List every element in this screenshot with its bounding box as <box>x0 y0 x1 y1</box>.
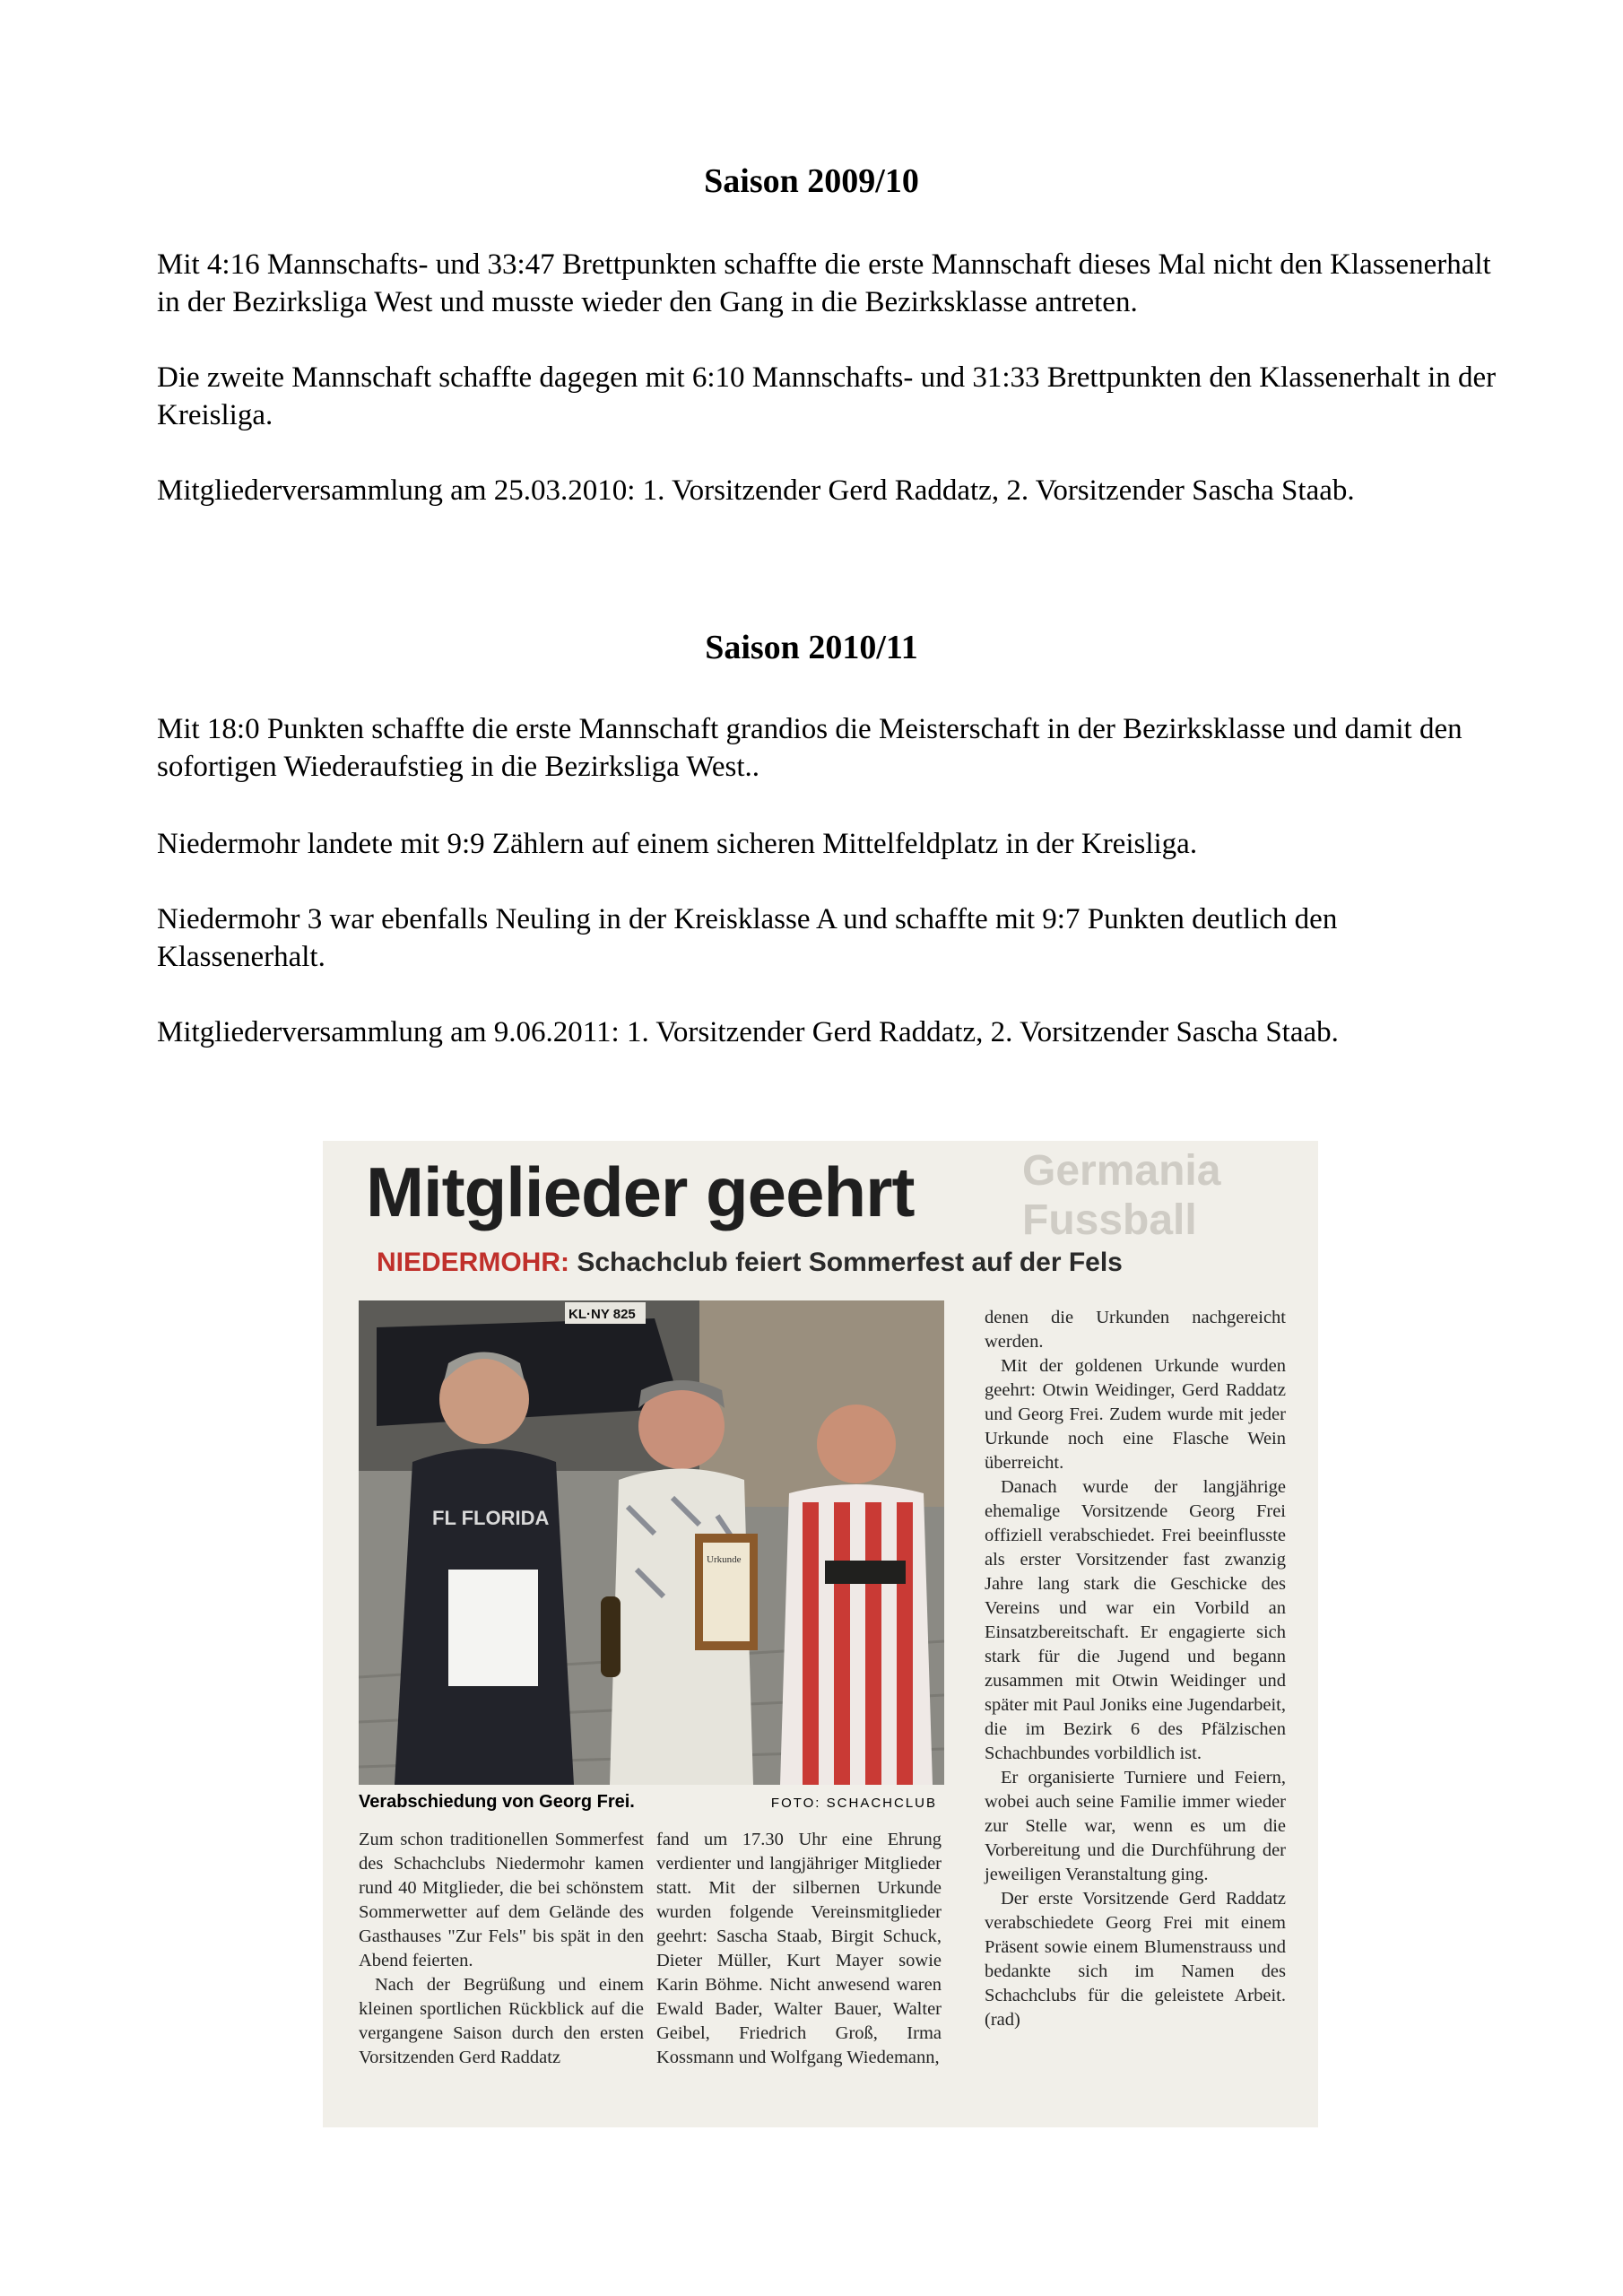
photo-credit: FOTO: SCHACHCLUB <box>770 1796 937 1811</box>
certificate-text: Urkunde <box>707 1554 742 1565</box>
article-paragraph: Nach der Begrüßung und einem kleinen sportlichen Rückblick auf die vergangene Saison durch den ersten Vorsitzenden Gerd Raddatz <box>359 1975 644 2067</box>
section-title: Saison 2009/10 <box>704 162 919 200</box>
article-column-1 <box>359 1828 644 2070</box>
section-title: Saison 2010/11 <box>705 629 918 666</box>
clipping-subtitle: Schachclub feiert Sommerfest auf der Fels <box>577 1248 1123 1277</box>
shirt-print: FL FLORIDA <box>432 1507 550 1529</box>
clipping-subheadline <box>377 1247 1123 1279</box>
paragraph: Die zweite Mannschaft schaffte dagegen mit 6:10 Mannschafts- und 31:33 Brettpunkten den Klassenerhalt in der Kreisliga. <box>157 361 1497 431</box>
article-paragraph: denen die Urkunden nachgereicht werden. <box>985 1308 1286 1352</box>
photo-caption-row <box>359 1790 944 1813</box>
paragraph: Mitgliederversammlung am 25.03.2010: 1. Vorsitzender Gerd Raddatz, 2. Vorsitzender Sascha Staab. <box>157 474 1355 507</box>
clipping-headline: Mitglieder geehrt <box>366 1152 915 1231</box>
paragraph: Mit 18:0 Punkten schaffte die erste Mannschaft grandios die Meisterschaft in der Bezirksklasse und damit den sofortigen Wiederaufstieg in die Bezirksliga West.. <box>157 713 1462 783</box>
license-plate: KL·NY 825 <box>568 1307 636 1322</box>
paragraph: Mitgliederversammlung am 9.06.2011: 1. Vorsitzender Gerd Raddatz, 2. Vorsitzender Sascha Staab. <box>157 1016 1339 1048</box>
article-column-3 <box>985 1306 1286 2032</box>
article-paragraph: Zum schon traditionellen Sommerfest des Schachclubs Niedermohr kamen rund 40 Mitglieder, die bei schönstem Sommerwetter auf dem Gelände des Gasthauses "Zur Fels" bis spät in den Abend feierten. <box>359 1830 644 1970</box>
article-paragraph: Danach wurde der langjährige ehemalige Vorsitzende Georg Frei offiziell verabschiedet. Frei beeinflusste als erster Vorsitzender fast zwanzig Jahre lang stark die Geschicke des Vereins und war ein Vorbild an Einsatzbereitschaft. Er engagierte sich stark für die Jugend und begann zusammen mit Otwin Weidinger und später mit Paul Joniks eine Jugendarbeit, die im Bezirk 6 des Pfälzischen Schachbundes vorbildlich ist. <box>985 1477 1286 1763</box>
article-paragraph: Mit der goldenen Urkunde wurden geehrt: Otwin Weidinger, Gerd Raddatz und Georg Frei. Zudem wurde mit jeder Urkunde noch eine Flasche Wein überreicht. <box>985 1356 1286 1473</box>
news-photo <box>359 1300 944 1785</box>
paragraph: Niedermohr landete mit 9:9 Zählern auf einem sicheren Mittelfeldplatz in der Kreisliga. <box>157 828 1198 860</box>
article-paragraph: Der erste Vorsitzende Gerd Raddatz verabschiedete Georg Frei mit einem Präsent sowie einem Blumenstrauss und bedankte sich im Namen des Schachclubs für die geleistete Arbeit.(rad) <box>985 1889 1286 2030</box>
article-paragraph: fand um 17.30 Uhr eine Ehrung verdienter und langjähriger Mitglieder statt. Mit der silbernen Urkunde wurden folgende Vereinsmitglieder geehrt: Sascha Staab, Birgit Schuck, Dieter Müller, Kurt Mayer sowie Karin Böhme. Nicht anwesend waren Ewald Bader, Walter Bauer, Walter Geibel, Friedrich Groß, Irma Kossmann und Wolfgang Wiedemann, <box>656 1830 942 2067</box>
article-column-2 <box>656 1828 942 2070</box>
paragraph: Mit 4:16 Mannschafts- und 33:47 Brettpunkten schaffte die erste Mannschaft dieses Mal nicht den Klassenerhalt in der Bezirksliga West und musste wieder den Gang in die Bezirksklasse antreten. <box>157 248 1491 318</box>
paragraph: Niedermohr 3 war ebenfalls Neuling in der Kreisklasse A und schaffte mit 9:7 Punkten deutlich den Klassenerhalt. <box>157 903 1338 973</box>
photo-caption: Verabschiedung von Georg Frei. <box>359 1792 635 1812</box>
newspaper-clipping <box>323 1141 1318 2127</box>
article-paragraph: Er organisierte Turniere und Feiern, wobei auch seine Familie immer wieder zur Stelle war, wenn es um die Vorbereitung und die Durchführung der jeweiligen Veranstaltung ging. <box>985 1768 1286 1884</box>
news-photo-illustration <box>359 1300 944 1785</box>
neighbor-headline: Germania Fussball <box>1022 1147 1221 1244</box>
clipping-place: NIEDERMOHR: <box>377 1248 569 1277</box>
